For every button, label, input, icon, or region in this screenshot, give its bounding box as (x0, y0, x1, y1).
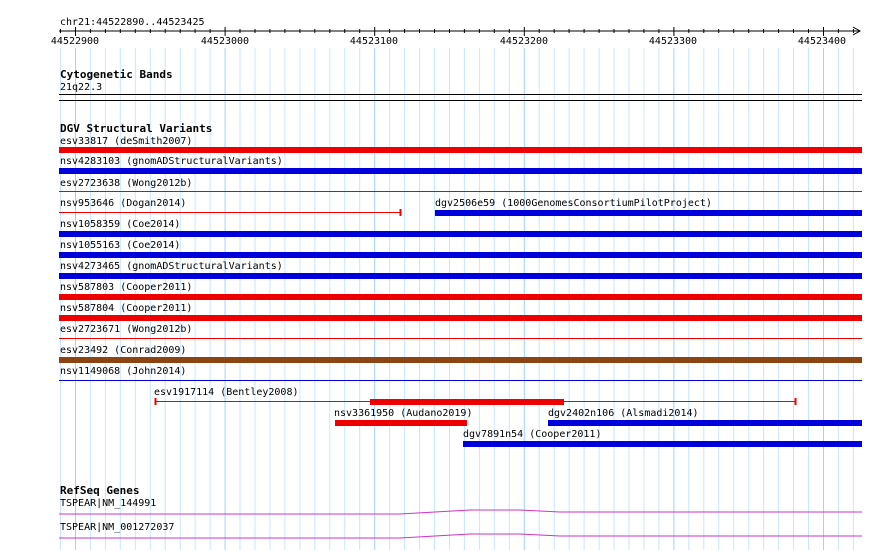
ruler-labels (51, 36, 846, 47)
transcript-line[interactable] (59, 534, 862, 538)
feature-nsv587804[interactable] (59, 303, 862, 321)
feature-nsv1058359[interactable] (59, 219, 862, 237)
feature-nsv4273465[interactable] (59, 261, 862, 279)
feature-bar[interactable] (59, 168, 862, 174)
feature-label: esv2723671 (Wong2012b) (60, 324, 193, 335)
ruler-tick-label: 44523000 (200, 36, 250, 47)
feature-label: dgv2402n106 (Alsmadi2014) (548, 408, 699, 419)
feature-bar[interactable] (59, 357, 862, 363)
feature-label: nsv1055163 (Coe2014) (60, 240, 181, 251)
feature-esv2723638[interactable] (59, 178, 862, 192)
ruler-tick-label: 44523300 (648, 36, 698, 47)
feature-nsv953646[interactable] (59, 198, 401, 216)
ruler-tick-label: 44522900 (50, 36, 100, 47)
feature-bar[interactable] (59, 294, 862, 300)
feature-label: esv1917114 (Bentley2008) (154, 387, 299, 398)
feature-esv33817[interactable] (59, 136, 862, 153)
ruler-track (51, 17, 860, 47)
feature-bar[interactable] (335, 420, 467, 426)
feature-esv23492[interactable] (59, 345, 862, 363)
feature-label: esv2723638 (Wong2012b) (60, 178, 193, 189)
feature-label: nsv587804 (Cooper2011) (60, 303, 193, 314)
feature-bar[interactable] (435, 210, 862, 216)
feature-bar[interactable] (59, 252, 862, 258)
feature-bar[interactable] (59, 147, 862, 153)
transcript-label: TSPEAR|NM_001272037 (60, 522, 175, 533)
transcript-nm-001272037[interactable] (59, 522, 862, 538)
feature-dgv2506e59[interactable] (435, 198, 862, 216)
ruler-tick-label: 44523200 (499, 36, 549, 47)
dgv-track[interactable] (59, 122, 862, 447)
transcript-nm-144991[interactable] (59, 498, 862, 514)
feature-bar[interactable] (59, 315, 862, 321)
transcript-label: TSPEAR|NM_144991 (60, 498, 157, 509)
feature-bar[interactable] (59, 273, 862, 279)
feature-nsv4283103[interactable] (59, 156, 862, 174)
refseq-track[interactable] (59, 484, 862, 538)
ruler-tick-label: 44523100 (349, 36, 399, 47)
feature-dgv7891n54[interactable] (463, 429, 862, 447)
feature-label: esv33817 (deSmith2007) (60, 136, 193, 147)
feature-label: dgv2506e59 (1000GenomesConsortiumPilotProject) (435, 198, 712, 209)
feature-label: esv23492 (Conrad2009) (60, 345, 187, 356)
feature-label: nsv1149068 (John2014) (60, 366, 187, 377)
feature-esv2723671[interactable] (59, 324, 862, 339)
locus-label: chr21:44522890..44523425 (60, 17, 205, 28)
feature-nsv3361950[interactable] (334, 408, 472, 426)
track-title: DGV Structural Variants (60, 122, 213, 135)
feature-label: nsv3361950 (Audano2019) (334, 408, 473, 419)
feature-bar[interactable] (548, 420, 862, 426)
feature-core-bar[interactable] (370, 399, 564, 405)
ruler-tick-label: 44523400 (797, 36, 847, 47)
feature-bar[interactable] (463, 441, 862, 447)
feature-esv1917114[interactable] (154, 387, 796, 405)
feature-label: dgv7891n54 (Cooper2011) (463, 429, 602, 440)
feature-label: nsv4273465 (gnomADStructuralVariants) (60, 261, 283, 272)
cytoband-track[interactable] (59, 68, 862, 101)
feature-label: nsv4283103 (gnomADStructuralVariants) (60, 156, 283, 167)
feature-nsv1149068[interactable] (59, 366, 862, 381)
cytoband-label: 21q22.3 (60, 82, 103, 93)
track-title: Cytogenetic Bands (60, 68, 173, 81)
feature-dgv2402n106[interactable] (548, 408, 862, 426)
feature-label: nsv953646 (Dogan2014) (60, 198, 187, 209)
feature-bar[interactable] (59, 231, 862, 237)
transcript-line[interactable] (59, 510, 862, 514)
track-title: RefSeq Genes (60, 484, 140, 497)
feature-label: nsv1058359 (Coe2014) (60, 219, 181, 230)
feature-nsv1055163[interactable] (59, 240, 862, 258)
feature-label: nsv587803 (Cooper2011) (60, 282, 193, 293)
feature-nsv587803[interactable] (59, 282, 862, 300)
